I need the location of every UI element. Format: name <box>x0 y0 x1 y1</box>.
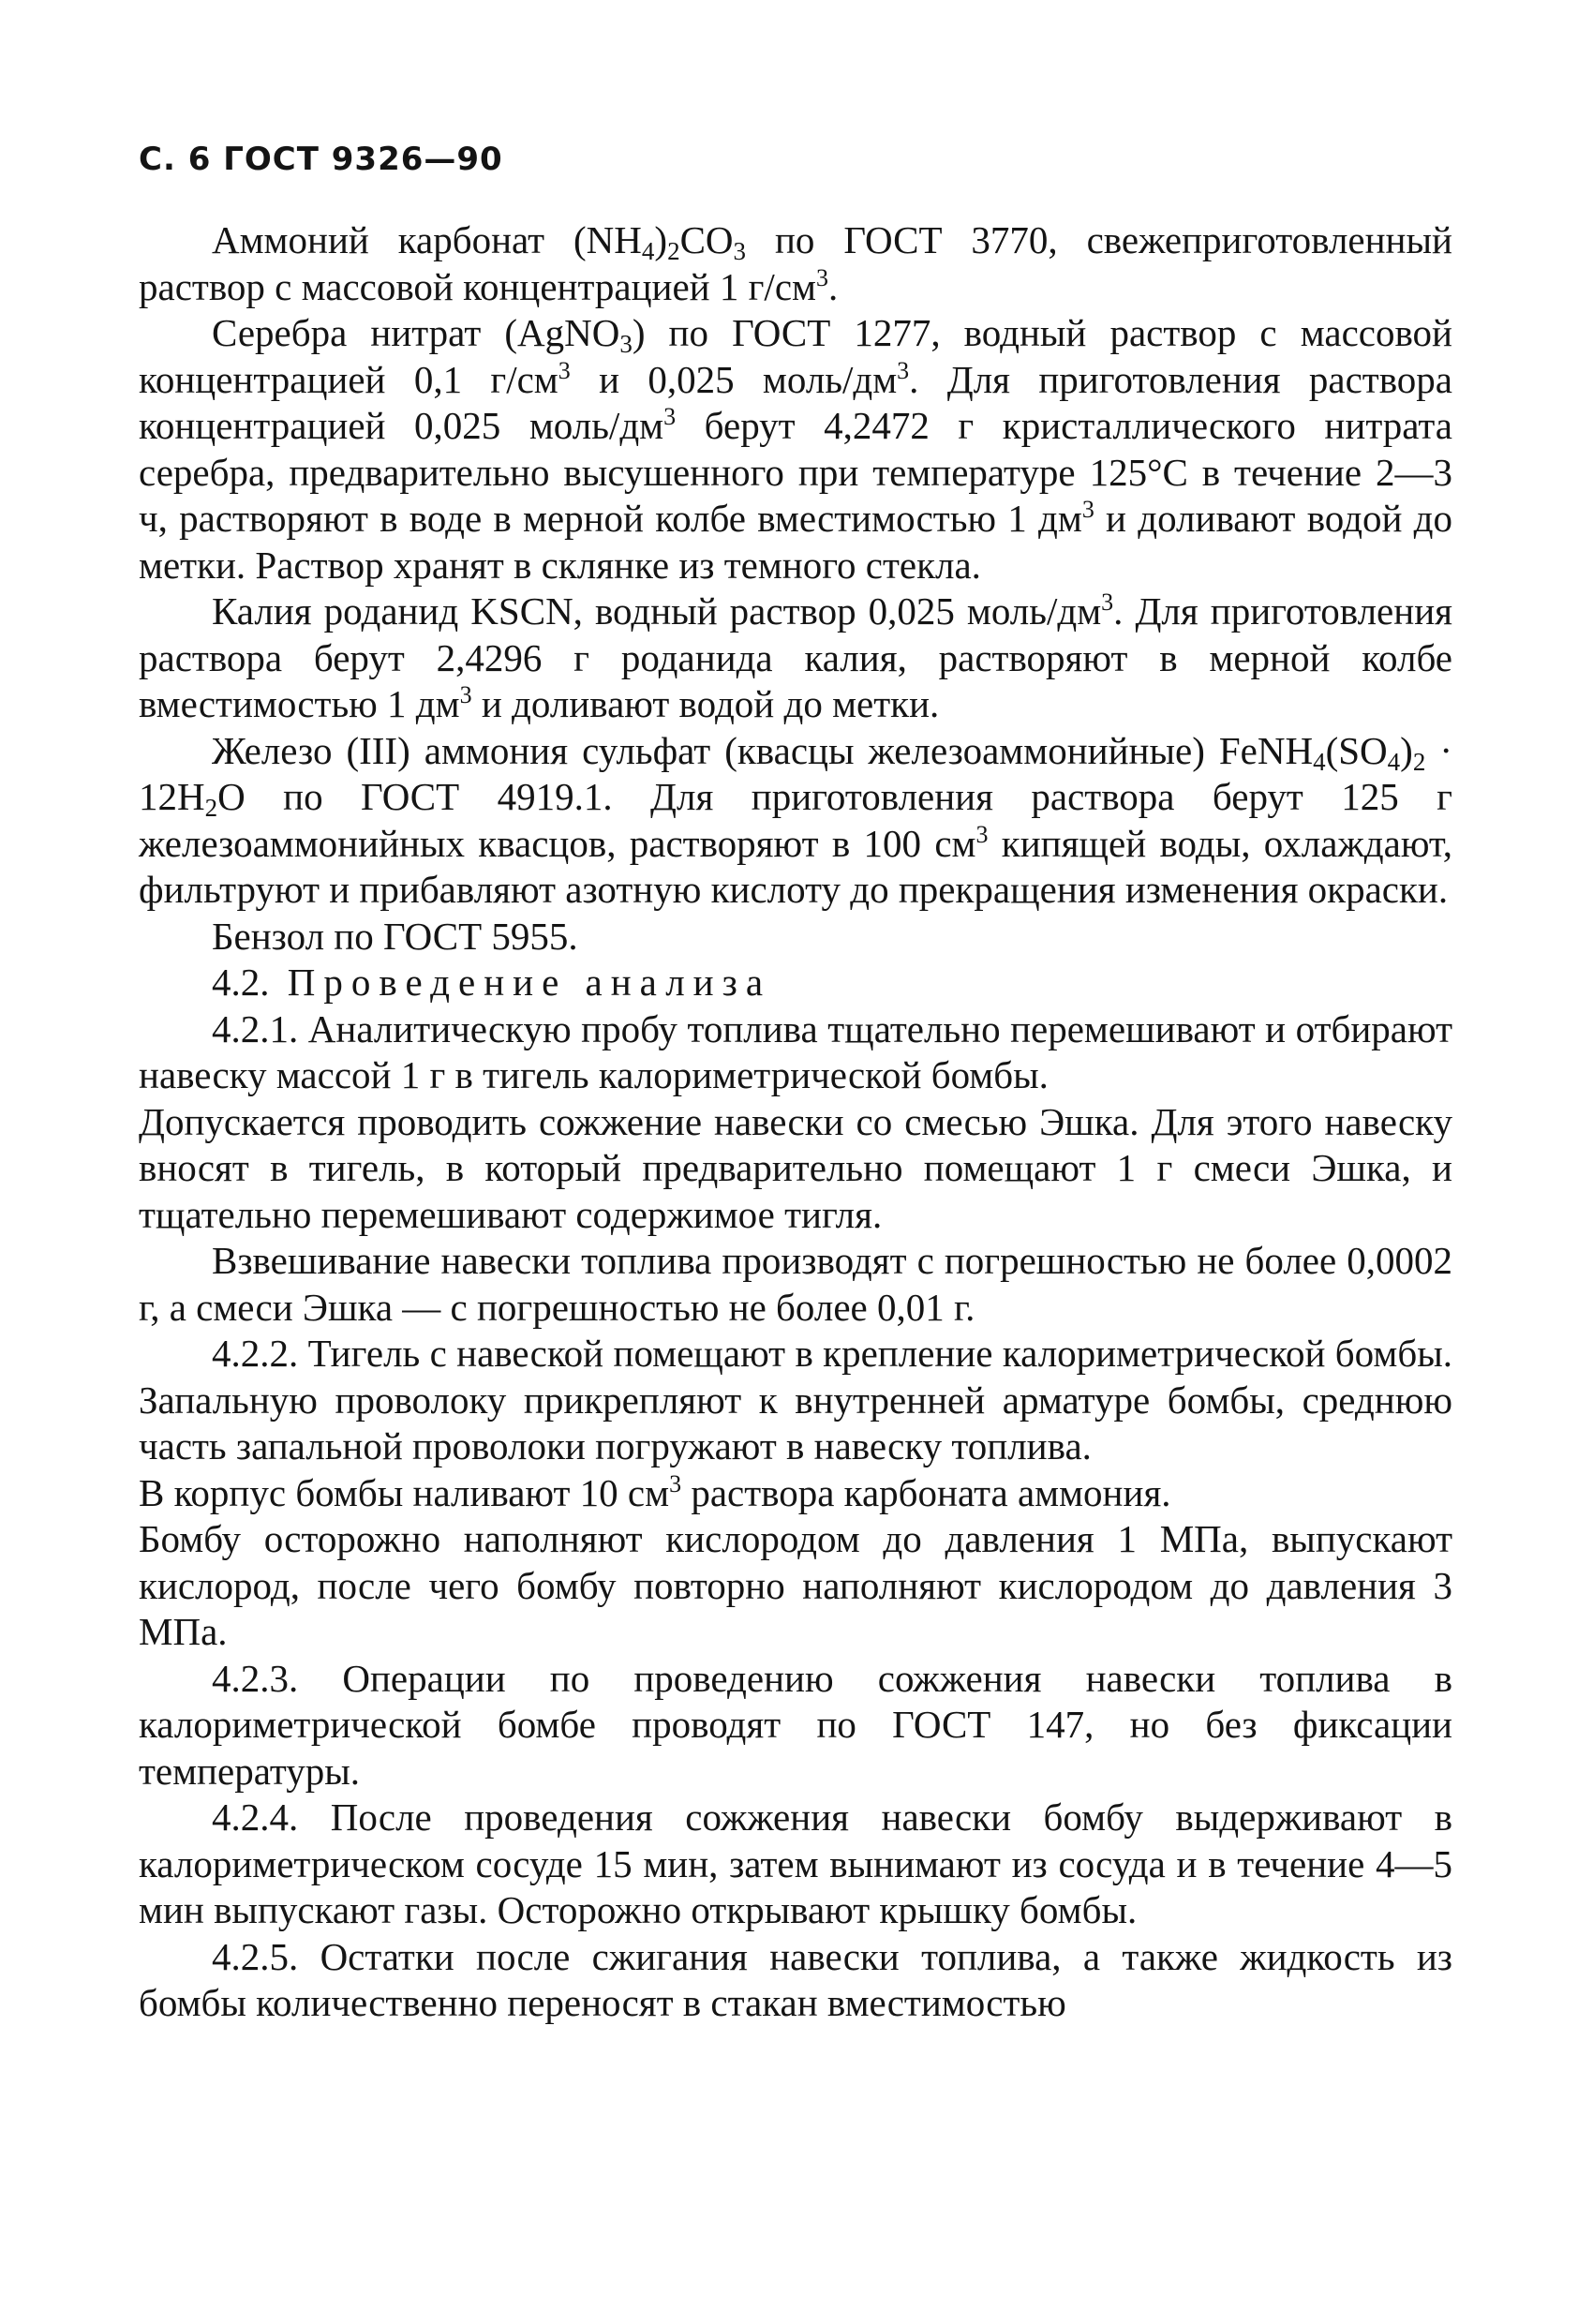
paragraph-clause-4-2-5: 4.2.5. Остатки после сжигания навески топлива, а также жидкость из бомбы количественно переносят в стакан вместимостью <box>139 1934 1452 2024</box>
paragraph-oxygen-filling: Бомбу осторожно наполняют кислородом до давления 1 МПа, выпускают кислород, после чего бомбу повторно наполняют кислородом до давления 3 МПа. <box>139 1517 1452 1653</box>
paragraph-clause-4-2-1: 4.2.1. Аналитическую пробу топлива тщательно перемешивают и отбирают навеску массой 1 г в тигель калориметрической бомбы. <box>139 1006 1452 1096</box>
document-page <box>139 141 1452 2027</box>
page-header: С. 6 ГОСТ 9326—90 <box>139 141 503 178</box>
paragraph-bomb-solution: В корпус бомбы наливают 10 $см^3$ раствора карбоната аммония. <box>139 1469 1171 1514</box>
paragraph-ammonium-carbonate: Аммоний карбонат $(NH_4)_2CO_3$ по ГОСТ 3770, свежеприготовленный раствор с массовой концентрацией 1 $г/см^3$. <box>139 218 1452 308</box>
section-heading-4-2: 4.2. Проведение анализа <box>212 961 772 1004</box>
paragraph-benzene: Бензол по ГОСТ 5955. <box>212 914 578 958</box>
paragraph-silver-nitrate: Серебра нитрат (AgNO$_3$) по ГОСТ 1277, водный раствор с массовой концентрацией 0,1 $г/см^3$ и 0,025 моль/$дм^3$. Для приготовления раствора концентрацией 0,025 моль/$дм^3$ берут 4,2472 г кристаллического нитрата серебра, предварительно высушенного при температуре 125°С в течение 2—3 ч, растворяют в воде в мерной колбе вместимостью 1 $дм^3$ и доливают водой до метки. Раствор хранят в склянке из темного стекла. <box>139 311 1452 587</box>
paragraph-clause-4-2-3: 4.2.3. Операции по проведению сожжения навески топлива в калориметрической бомбе проводят по ГОСТ 147, но без фиксации температуры. <box>139 1656 1452 1793</box>
document-body <box>139 217 1452 2027</box>
paragraph-weighing-note: Взвешивание навески топлива производят с погрешностью не более 0,0002 г, а смеси Эшка — с погрешностью не более 0,01 г. <box>139 1239 1452 1329</box>
paragraph-clause-4-2-2: 4.2.2. Тигель с навеской помещают в крепление калориметрической бомбы. Запальную проволоку прикрепляют к внутренней арматуре бомбы, среднюю часть запальной проволоки погружают в навеску топлива. <box>139 1332 1452 1467</box>
paragraph-clause-4-2-4: 4.2.4. После проведения сожжения навески бомбу выдерживают в калориметрическом сосуде 15 мин, затем вынимают из сосуда и в течение 4—5 мин выпускают газы. Осторожно открывают крышку бомбы. <box>139 1795 1452 1931</box>
paragraph-iron-ammonium-sulfate: Железо (III) аммония сульфат (квасцы железоаммонийные) $FeNH_4(SO_4)_2 \cdot 12H_2O$ по ГОСТ 4919.1. Для приготовления раствора берут 125 г железоаммонийных квасцов, растворяют в 100 $см^3$ кипящей воды, охлаждают, фильтруют и прибавляют азотную кислоту до прекращения изменения окраски. <box>139 728 1452 911</box>
paragraph-eschka-note: Допускается проводить сожжение навески со смесью Эшка. Для этого навеску вносят в тигель, в который предварительно помещают 1 г смеси Эшка, и тщательно перемешивают содержимое тигля. <box>139 1099 1452 1236</box>
paragraph-potassium-thiocyanate: Калия роданид KSCN, водный раствор 0,025 моль/$дм^3$. Для приготовления раствора берут 2,4296 г роданида калия, растворяют в мерной колбе вместимостью 1 $дм^3$ и доливают водой до метки. <box>139 588 1452 725</box>
